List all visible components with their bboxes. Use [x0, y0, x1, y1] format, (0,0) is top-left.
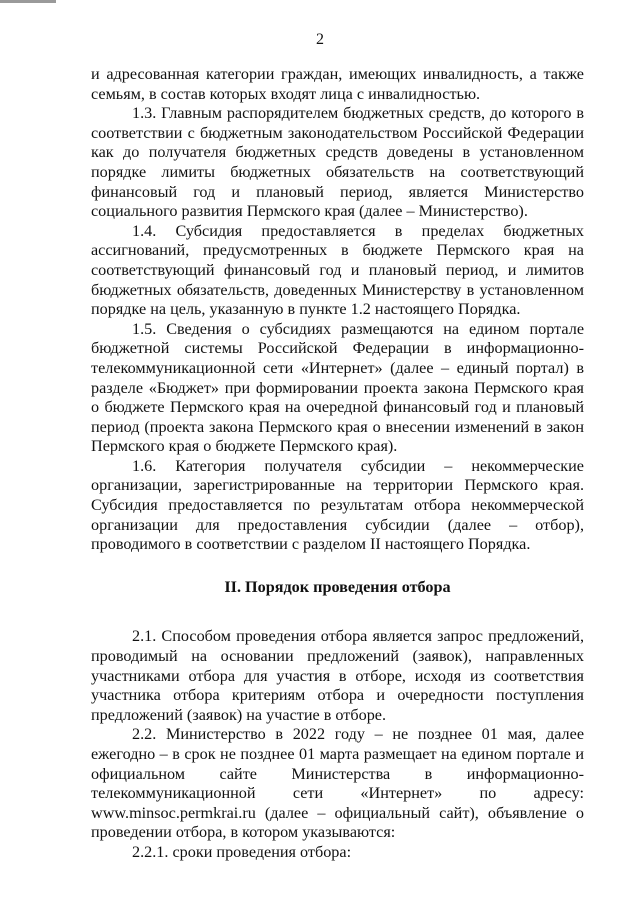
- scan-edge-mark: [0, 0, 56, 3]
- section-title: II. Порядок проведения отбора: [224, 577, 451, 596]
- paragraph-1-6: 1.6. Категория получателя субсидии – некоммерческие организации, зарегистрированные на территории Пермского края. Субсидия предоставляется по результатам отбора некоммерческой организации для предоставления субсидии (далее – отбор), проводимого в соответствии с разделом II настоящего Порядка.: [91, 456, 584, 554]
- paragraph-1-3: 1.3. Главным распорядителем бюджетных средств, до которого в соответствии с бюджетным законодательством Российской Федерации как до получателя бюджетных средств доведены в установленном порядке лимиты бюджетных обязательств на соответствующий финансовый год и плановый период, является Министерство социального развития Пермского края (далее – Министерство).: [91, 104, 584, 221]
- paragraph-1-5: 1.5. Сведения о субсидиях размещаются на едином портале бюджетной системы Российской Федерации в информационно-телекоммуникационной сети «Интернет» (далее – единый портал) в разделе «Бюджет» при формировании проекта закона Пермского края о бюджете Пермского края на очередной финансовый год и плановый период (проекта закона Пермского края о внесении изменений в закон Пермского края о бюджете Пермского края).: [91, 319, 584, 456]
- paragraph-2-2-1: 2.2.1. сроки проведения отбора:: [132, 842, 352, 861]
- paragraph-2-1: 2.1. Способом проведения отбора является запрос предложений, проводимый на основании предложений (заявок), направленных участниками отбора для участия в отборе, исходя из соответствия участника отбора критериям отбора и очередности поступления предложений (заявок) на участие в отборе.: [91, 627, 584, 724]
- page-number: 2: [316, 31, 324, 48]
- paragraph-2-2: 2.2. Министерство в 2022 году – не позднее 01 мая, далее ежегодно – в срок не позднее 01 марта размещает на едином портале и официальном сайте Министерства в информационно-телекоммуникационной сети «Интернет» по адресу: www.minsoc.permkrai.ru (далее – официальный сайт), объявление о проведении отбора, в котором указываются:: [91, 725, 584, 842]
- document-body: [91, 65, 584, 863]
- paragraph-1-4: 1.4. Субсидия предоставляется в пределах бюджетных ассигнований, предусмотренных в бюджете Пермского края на соответствующий финансовый год и плановый период, и лимитов бюджетных обязательств, доведенных Министерству в установленном порядке на цель, указанную в пункте 1.2 настоящего Порядка.: [91, 221, 584, 319]
- paragraph-continuation: и адресованная категории граждан, имеющих инвалидность, а также семьям, в состав которых входят лица с инвалидностью.: [91, 65, 584, 103]
